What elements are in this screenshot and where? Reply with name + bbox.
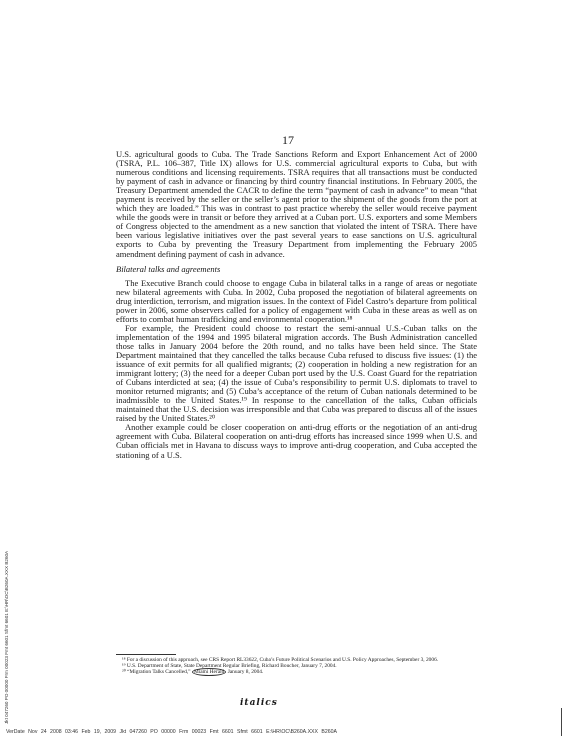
footnote: ¹⁹ U.S. Department of State, State Department Regular Briefing, Richard Boucher, January 7, 2004. <box>122 663 337 670</box>
handwritten-annotation: italics <box>240 698 278 708</box>
footer-slug: VerDate Nov 24 2008 03:46 Feb 19, 2009 Jkt 047260 PO 00000 Frm 00023 Fmt 6601 Sfmt 6601 E:\HR\OC\B260A.XXX B260A <box>6 729 337 735</box>
footnotes <box>116 657 477 676</box>
body-paragraph: For example, the President could choose to restart the semi-annual U.S.-Cuban talks on the implementation of the 1994 and 1995 bilateral migration accords. The Bush Administration cancelled those talks in January 2004 before the 20th round, and no talks have been held since. The State Department maintained that they cancelled the talks because Cuba refused to discuss five issues: (1) the issuance of exit permits for all qualified migrants; (2) cooperation in holding a new registration for an immigrant lottery; (3) the need for a deeper Cuban port used by the U.S. Coast Guard for the repatriation of Cubans interdicted at sea; (4) the issue of Cuba’s responsibility to permit U.S. diplomats to travel to monitor returned migrants; and (5) Cuba’s acceptance of the return of Cuban nationals determined to be inadmissible to the United States.¹⁹ In response to the cancellation of the talks, Cuban officials maintained that the U.S. decision was irresponsible and that Cuba was prepared to discuss all of the issues raised by the United States.²⁰ <box>116 322 477 424</box>
circled-publication-name: Miami Herald <box>193 669 225 676</box>
footnote <box>116 669 477 675</box>
footnote-divider <box>116 654 176 655</box>
body-paragraph: Another example could be closer cooperation on anti-drug efforts or the negotiation of an anti-drug agreement with Cuba. Bilateral cooperation on anti-drug efforts has increased since 1999 when U.S. and Cuban officials met in Havana to discuss ways to improve anti-drug cooperation, and Cuba accepted the stationing of a U.S. <box>116 422 477 460</box>
side-margin-stamp: Jkt 047260 PO 00000 Frm 00023 Fmt 6601 Sfmt 6601 E:\HR\OC\B260A.XXX B260A <box>4 550 9 724</box>
footnote: ¹⁸ For a discussion of this approach, see CRS Report RL33622, Cuba’s Future Political Scenarios and U.S. Policy Approaches, September 3, 2006. <box>122 657 439 663</box>
body-paragraph: The Executive Branch could choose to engage Cuba in bilateral talks in a range of areas or negotiate new bilateral agreements with Cuba. In 2002, Cuba proposed the negotiation of bilateral agreements on drug interdiction, terrorism, and migration issues. In the context of Fidel Castro’s departure from political power in 2006, some observers called for a policy of engagement with Cuba in these areas as well as on efforts to combat human trafficking and environmental cooperation.¹⁸ <box>116 277 477 324</box>
page-number: 17 <box>282 133 294 147</box>
body-text <box>116 150 477 460</box>
footnote-text: January 8, 2004. <box>227 669 264 676</box>
margin-mark <box>561 708 562 736</box>
footnote-text: ²⁰ “Migration Talks Cancelled,” <box>122 669 191 676</box>
body-paragraph: U.S. agricultural goods to Cuba. The Trade Sanctions Reform and Export Enhancement Act of 2000 (TSRA, P.L. 106–387, Title IX) allows for U.S. commercial agricultural exports to Cuba, but with numerous conditions and licensing requirements. TSRA requires that all transactions must be conducted by payment of cash in advance or financing by third country financial institutions. In February 2005, the Treasury Department amended the CACR to define the term “payment of cash in advance” to mean “that payment is received by the seller or the seller’s agent prior to the shipment of the goods from the port at which they are loaded.” This was in contrast to past practice whereby the seller would receive payment while the goods were in transit or before they arrived at a Cuban port. U.S. exporters and some Members of Congress objected to the amendment as a new sanction that violated the intent of TSRA. There have been various legislative initiatives over the past several years to ease sanctions on U.S. agricultural exports to Cuba by preventing the Treasury Department from implementing the February 2005 amendment defining payment of cash in advance. <box>116 149 477 259</box>
section-heading: Bilateral talks and agreements <box>116 263 221 274</box>
